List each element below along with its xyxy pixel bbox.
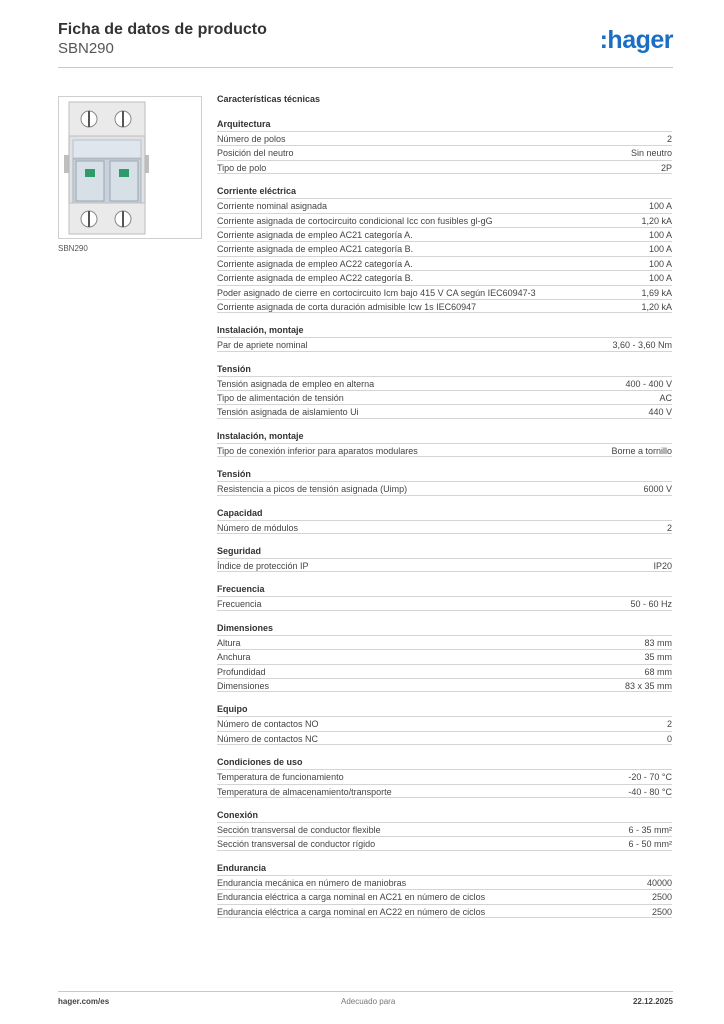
spec-sections bbox=[217, 118, 672, 918]
spec-value: 83 mm bbox=[644, 637, 672, 648]
spec-label: Endurancia eléctrica a carga nominal en AC22 en número de ciclos bbox=[217, 906, 486, 917]
spec-section bbox=[217, 622, 672, 693]
spec-row bbox=[217, 520, 672, 534]
spec-label: Corriente asignada de cortocircuito condicional Icc con fusibles gl-gG bbox=[217, 215, 493, 226]
product-image bbox=[58, 96, 202, 239]
spec-row bbox=[217, 875, 672, 889]
section-title: Condiciones de uso bbox=[217, 757, 303, 768]
footer-note: Adecuado para bbox=[341, 997, 396, 1006]
page-title: Ficha de datos de producto bbox=[58, 21, 267, 38]
spec-section bbox=[217, 583, 672, 610]
spec-row bbox=[217, 769, 672, 783]
spec-row bbox=[217, 481, 672, 495]
product-code: SBN290 bbox=[58, 40, 114, 57]
spec-row bbox=[217, 649, 672, 663]
spec-label: Dimensiones bbox=[217, 680, 270, 691]
spec-value: IP20 bbox=[653, 561, 672, 572]
spec-row bbox=[217, 145, 672, 159]
spec-label: Tensión asignada de aislamiento Ui bbox=[217, 407, 359, 418]
spec-row bbox=[217, 635, 672, 649]
spec-label: Número de contactos NO bbox=[217, 719, 319, 730]
spec-value: Borne a tornillo bbox=[611, 445, 672, 456]
section-title: Conexión bbox=[217, 809, 259, 820]
spec-value: 6 - 50 mm² bbox=[628, 839, 672, 850]
spec-value: 3,60 - 3,60 Nm bbox=[612, 340, 672, 351]
spec-label: Tipo de polo bbox=[217, 162, 267, 173]
spec-label: Corriente asignada de empleo AC21 categoría A. bbox=[217, 229, 413, 240]
spec-row bbox=[217, 404, 672, 418]
spec-row bbox=[217, 198, 672, 212]
spec-label: Anchura bbox=[217, 652, 251, 663]
spec-value: 400 - 400 V bbox=[625, 378, 672, 389]
product-image-caption: SBN290 bbox=[58, 244, 88, 253]
section-title: Capacidad bbox=[217, 507, 263, 518]
section-title: Tensión bbox=[217, 469, 251, 480]
spec-value: 100 A bbox=[648, 273, 672, 284]
spec-label: Par de apriete nominal bbox=[217, 340, 308, 351]
spec-section bbox=[217, 468, 672, 495]
section-title: Dimensiones bbox=[217, 622, 274, 633]
spec-label: Poder asignado de cierre en cortocircuito Icm bajo 415 V CA según IEC60947-3 bbox=[217, 287, 536, 298]
spec-row bbox=[217, 299, 672, 313]
spec-label: Corriente asignada de corta duración admisible Icw 1s IEC60947 bbox=[217, 301, 477, 312]
spec-label: Número de contactos NC bbox=[217, 733, 319, 744]
spec-section bbox=[217, 862, 672, 918]
section-title: Instalación, montaje bbox=[217, 430, 304, 441]
spec-label: Corriente asignada de empleo AC22 categoría B. bbox=[217, 273, 414, 284]
spec-row bbox=[217, 270, 672, 284]
spec-row bbox=[217, 390, 672, 404]
spec-value: 100 A bbox=[648, 229, 672, 240]
spec-value: 40000 bbox=[646, 877, 672, 888]
spec-value: -40 - 80 °C bbox=[628, 786, 672, 797]
spec-label: Número de polos bbox=[217, 134, 286, 144]
spec-value: 68 mm bbox=[644, 666, 672, 677]
spec-value: 2 bbox=[666, 719, 672, 730]
spec-row bbox=[217, 241, 672, 255]
spec-value: 1,20 kA bbox=[641, 215, 672, 226]
spec-row bbox=[217, 596, 672, 610]
spec-label: Sección transversal de conductor rígido bbox=[217, 839, 376, 850]
spec-label: Profundidad bbox=[217, 666, 266, 677]
section-title: Instalación, montaje bbox=[217, 325, 304, 336]
spec-row bbox=[217, 716, 672, 730]
spec-label: Resistencia a picos de tensión asignada (Uimp) bbox=[217, 484, 408, 495]
spec-label: Endurancia eléctrica a carga nominal en AC21 en número de ciclos bbox=[217, 892, 486, 903]
spec-label: Corriente nominal asignada bbox=[217, 201, 328, 212]
spec-value: 440 V bbox=[648, 407, 672, 418]
spec-label: Sección transversal de conductor flexible bbox=[217, 824, 381, 835]
section-title: Arquitectura bbox=[217, 119, 271, 129]
spec-row bbox=[217, 285, 672, 299]
spec-value: 6 - 35 mm² bbox=[628, 824, 672, 835]
spec-value: -20 - 70 °C bbox=[628, 772, 672, 783]
spec-section bbox=[217, 545, 672, 572]
spec-value: 6000 V bbox=[643, 484, 672, 495]
spec-label: Altura bbox=[217, 637, 241, 648]
spec-row bbox=[217, 664, 672, 678]
footer-divider bbox=[58, 991, 673, 992]
spec-value: 100 A bbox=[648, 258, 672, 269]
spec-row bbox=[217, 213, 672, 227]
spec-label: Temperatura de almacenamiento/transporte bbox=[217, 786, 392, 797]
section-title: Corriente eléctrica bbox=[217, 186, 297, 197]
spec-value: 83 x 35 mm bbox=[624, 680, 672, 691]
spec-row bbox=[217, 256, 672, 270]
spec-section bbox=[217, 809, 672, 851]
spec-row bbox=[217, 904, 672, 918]
spec-section bbox=[217, 185, 672, 313]
spec-section bbox=[217, 324, 672, 351]
spec-label: Frecuencia bbox=[217, 599, 262, 610]
spec-label: Número de módulos bbox=[217, 522, 299, 533]
spec-label: Corriente asignada de empleo AC22 categoría A. bbox=[217, 258, 413, 269]
spec-value: 50 - 60 Hz bbox=[630, 599, 672, 610]
spec-label: Índice de protección IP bbox=[217, 561, 309, 572]
spec-label: Temperatura de funcionamiento bbox=[217, 772, 344, 783]
spec-section bbox=[217, 118, 672, 174]
spec-row bbox=[217, 836, 672, 850]
spec-row bbox=[217, 443, 672, 457]
spec-value: 100 A bbox=[648, 244, 672, 255]
section-title: Frecuencia bbox=[217, 584, 265, 595]
spec-value: 1,20 kA bbox=[641, 301, 672, 312]
spec-value: Sin neutro bbox=[630, 148, 672, 159]
spec-label: Tipo de alimentación de tensión bbox=[217, 393, 344, 404]
spec-row bbox=[217, 337, 672, 351]
spec-section bbox=[217, 703, 672, 745]
spec-row bbox=[217, 376, 672, 390]
spec-label: Tensión asignada de empleo en alterna bbox=[217, 378, 375, 389]
spec-value: AC bbox=[659, 393, 672, 404]
spec-value: 35 mm bbox=[644, 652, 672, 663]
spec-row bbox=[217, 731, 672, 745]
page-header bbox=[58, 20, 267, 58]
footer-website: hager.com/es bbox=[58, 997, 110, 1006]
hager-logo: :hager bbox=[599, 26, 673, 54]
specs-title: Características técnicas bbox=[217, 94, 321, 104]
spec-value: 0 bbox=[666, 733, 672, 744]
spec-label: Posición del neutro bbox=[217, 148, 294, 159]
spec-row bbox=[217, 889, 672, 903]
spec-section bbox=[217, 430, 672, 457]
spec-value: 2 bbox=[666, 522, 672, 533]
technical-specs bbox=[217, 94, 672, 929]
section-title: Tensión bbox=[217, 363, 251, 374]
spec-row bbox=[217, 160, 672, 174]
spec-row bbox=[217, 558, 672, 572]
spec-value: 100 A bbox=[648, 201, 672, 212]
spec-row bbox=[217, 227, 672, 241]
spec-section bbox=[217, 507, 672, 534]
section-title: Equipo bbox=[217, 704, 248, 715]
spec-value: 2 bbox=[666, 134, 672, 144]
spec-label: Endurancia mecánica en número de maniobras bbox=[217, 877, 407, 888]
footer-date: 22.12.2025 bbox=[632, 997, 673, 1006]
header-divider bbox=[58, 67, 673, 68]
spec-label: Corriente asignada de empleo AC21 categoría B. bbox=[217, 244, 414, 255]
spec-row bbox=[217, 822, 672, 836]
switch-device-icon bbox=[59, 97, 201, 238]
spec-value: 2P bbox=[660, 162, 672, 173]
spec-value: 2500 bbox=[651, 892, 672, 903]
spec-section bbox=[217, 363, 672, 419]
spec-row bbox=[217, 131, 672, 145]
section-title: Seguridad bbox=[217, 546, 262, 557]
spec-row bbox=[217, 784, 672, 798]
spec-value: 1,69 kA bbox=[641, 287, 672, 298]
section-title: Endurancia bbox=[217, 862, 267, 873]
spec-value: 2500 bbox=[651, 906, 672, 917]
spec-row bbox=[217, 678, 672, 692]
spec-label: Tipo de conexión inferior para aparatos modulares bbox=[217, 445, 418, 456]
spec-section bbox=[217, 756, 672, 798]
